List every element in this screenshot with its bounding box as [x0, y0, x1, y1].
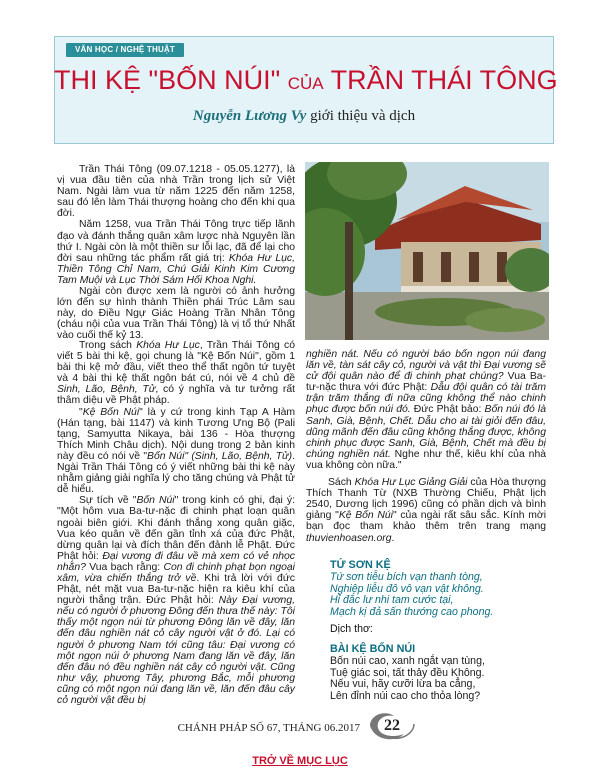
- temple-photo: [305, 162, 549, 340]
- poem-line: Tứ sơn tiễu bích vạn thanh tòng,: [330, 570, 483, 583]
- paragraph: [57, 219, 295, 286]
- back-to-toc-link[interactable]: TRỞ VỀ MỤC LỤC: [252, 755, 348, 767]
- dialogue: Đại vương đi đâu về mà xem có vẻ nhọc nhằn?: [57, 550, 295, 573]
- text-span: Sự tích về ": [79, 495, 137, 507]
- paragraph: [306, 349, 546, 471]
- poem-translation: [330, 644, 485, 703]
- paragraph: [57, 407, 295, 496]
- poem-line: Nghiệp liễu đô vô vạn vật không.: [330, 582, 484, 595]
- byline: [54, 108, 554, 125]
- article-title: [54, 64, 558, 100]
- translation-label: Dịch thơ:: [330, 623, 373, 635]
- text-span: .: [391, 532, 395, 544]
- text-span: , có ý nghĩa và tư tưởng rất thâm diệu về Phật pháp.: [57, 384, 295, 407]
- dialogue: Con đi chinh phạt bọn ngoại xâm, vừa chiến thắng trở về: [57, 561, 295, 584]
- column-2: [306, 349, 546, 544]
- poem-heading: TỨ SƠN KỆ: [330, 559, 391, 571]
- poem-original: [330, 560, 493, 619]
- poem-title: Bốn Núi: [136, 495, 175, 507]
- text-span: của Hòa thượng Thích Thanh Từ (NXB Thường Chiếu, Phật lịch 2540, Dương lịch 1996) cũng có phần dịch và bình giảng ": [306, 477, 546, 522]
- section-tag: VĂN HỌC / NGHỆ THUẬT: [66, 43, 184, 57]
- poem-heading: BÀI KỆ BỐN NÚI: [330, 643, 416, 655]
- website: thuvienhoasen.org: [306, 532, 392, 544]
- poem-title: Kệ Bốn Núi: [338, 510, 393, 522]
- dialogue: nghiền nát. Nếu có người báo bốn ngọn núi đang lăn về, tàn sát cây cỏ, người và vật thì Đại vương sẽ cử đội quân nào để đi chinh phạt chúng?: [306, 349, 547, 383]
- text-span: . Ngài Trần Thái Tông có ý viết những bài thi kệ này nhằm giảng giải nghĩa lý cho tăng chúng và Phật tử dễ hiểu.: [57, 450, 295, 496]
- text-span: ": [79, 406, 83, 418]
- book-title: Khóa Hư Lục: [136, 340, 200, 351]
- book-title: Khóa Hư Lục Giảng Giải: [354, 477, 468, 489]
- poem-line: Mạch kị đả sấn thướng cao phong.: [330, 606, 494, 619]
- text-span: , Trần Thái Tông có viết 5 bài thi kệ, gọi chung là "Kệ Bốn Núi", gồm 1 bài thi kệ mở đầu, viết theo thể thất ngôn tứ tuyệt và 4 bài thi kệ thất ngôn bát cú, nói về 4 chủ đề: [57, 340, 295, 385]
- author-name: Nguyễn Lương Vy: [192, 108, 307, 124]
- issue-info: CHÁNH PHÁP SỐ 67, THÁNG 06.2017: [177, 722, 360, 734]
- paragraph: Trần Thái Tông (09.07.1218 - 05.05.1277), là vị vua đầu tiên của nhà Trần trong lịch sử Việt Nam. Ngài làm vua từ năm 1225 đến năm 1258, sau đó lên làm Thái thượng hoàng cho đến khi qua đời.: [57, 164, 295, 220]
- column-1-top: [57, 164, 295, 342]
- poem-line: Tuệ giác soi, tất thảy đều Không.: [330, 666, 485, 679]
- paragraph: Ngài còn được xem là người có ảnh hưởng lớn đến sự hình thành Thiền phái Trúc Lâm sau này, do Điều Ngự Giác Hoàng Trần Nhân Tông (cháu nội của vua Trần Thái Tông) là vị tổ thứ Nhất vào cuối thế kỷ 13.: [57, 286, 295, 342]
- poem-title: Kệ Bốn Núi: [82, 406, 140, 418]
- title-part-3: TRẦN THÁI TÔNG: [330, 65, 558, 95]
- byline-rest: giới thiệu và dịch: [306, 108, 416, 124]
- temple-photo-illustration: [305, 162, 549, 340]
- paragraph: [57, 495, 295, 706]
- works-list: Khóa Hư Lục, Thiền Tông Chỉ Nam, Chú Giải Kinh Kim Cương Tam Muội và Lục Thời Sám Hối Khoa Nghi.: [57, 252, 295, 286]
- text-span: Nghe như thế, kiêu khí của nhà vua không còn nữa.": [306, 448, 547, 471]
- poem-line: Nếu vui, hãy cưỡi lừa ba cẳng,: [330, 678, 476, 691]
- poem-line: Hỉ đắc lư nhi tam cước tại,: [330, 594, 454, 607]
- topics: Bốn Núi" (Sinh, Lão, Bệnh, Tử): [147, 450, 293, 462]
- text-span: . Khi trả lời với đức Phật, nét mặt vua Ba-tư-nặc hiện ra kiêu khí của người thắng trận. Đức Phật hỏi:: [57, 572, 295, 607]
- text-span: Vua bạch rằng:: [85, 561, 164, 573]
- column-1-bottom: [57, 340, 295, 706]
- dialogue: Bốn núi đó là Sanh, Già, Bệnh, Chết. Dẫu cho ai tài giỏi đến đâu, dũng mãnh đến đâu cũng không thắng được, không chinh phục được Sanh, Già, Bệnh, Chết mà đều bị chúng nghiền nát.: [306, 404, 546, 460]
- poem-line: Bốn núi cao, xanh ngắt vạn tùng,: [330, 654, 485, 667]
- text-span: " của ngài rất sâu sắc. Kính mời bạn đọc tham khảo thêm trên trang mạng: [306, 510, 546, 533]
- poem-line: Lên đỉnh núi cao cho thỏa lòng?: [330, 690, 481, 703]
- dialogue: Dẫu đội quân có tài trăm trận trăm thắng đi nữa cũng không thể nào chinh phục được bốn núi đó.: [306, 382, 546, 416]
- paragraph: [306, 477, 546, 544]
- text-span: " là y cứ trong kinh Tạp A Hàm (Hán tạng, bài 1147) và kinh Tương Ưng Bộ (Pali tạng, Samyutta Nikaya, bài 136 - Hòa thượng Thích Minh Châu dịch). Nội dung trong 2 bản kinh này đều có nói về ": [57, 406, 296, 462]
- text-span: Sách: [328, 477, 355, 489]
- title-part-2: CỦA: [287, 74, 324, 93]
- text-span: Trong sách: [79, 340, 137, 351]
- text-span: Vua Ba-tư-nặc thưa với đức Phật:: [306, 371, 546, 394]
- dialogue: Này Đại vương, nếu có người ở phương Đông đến thưa thế này: Tôi thấy một ngọn núi từ phương Đông lăn về đây, lăn đến đâu nghiền nát cỏ cây người vật ở đó. Lại có người ở phương Nam tới cũng tâu: Đại vương có một ngọn núi ở phương Nam đang lăn về đây, lăn đến đâu nó đều nghiền nát cây cỏ người vật. Cũng như vậy, phương Tây, phương Bắc, mỗi phương cũng có một ngọn núi đang lăn về, lăn đến đâu cây cỏ người vật đều bị: [57, 595, 295, 706]
- page-number: 22: [384, 717, 400, 734]
- title-part-1: THI KỆ "BỐN NÚI": [54, 65, 281, 95]
- paragraph: [57, 340, 295, 407]
- text-span: Năm 1258, vua Trần Thái Tông trực tiếp lãnh đạo và đánh thắng quân xâm lược nhà Nguyên lần thứ I. Ngài còn là một thiền sư lỗi lạc, đã để lại cho đời sau những tác phẩm rất giá trị:: [57, 219, 295, 264]
- text-span: Đức Phật bảo:: [410, 404, 485, 416]
- topics: Sinh, Lão, Bệnh, Tử: [57, 384, 156, 396]
- text-span: " trong kinh có ghi, đại ý: "Một hôm vua Ba-tư-nặc đi chinh phạt loạn quân ngoài biên giới. Khi đánh thắng xong quân giặc, Vua kéo quân về đến gần tỉnh xá của đức Phật, dừng quân lại và đích thân đến đảnh lễ Phật. Đức Phật hỏi:: [57, 495, 295, 562]
